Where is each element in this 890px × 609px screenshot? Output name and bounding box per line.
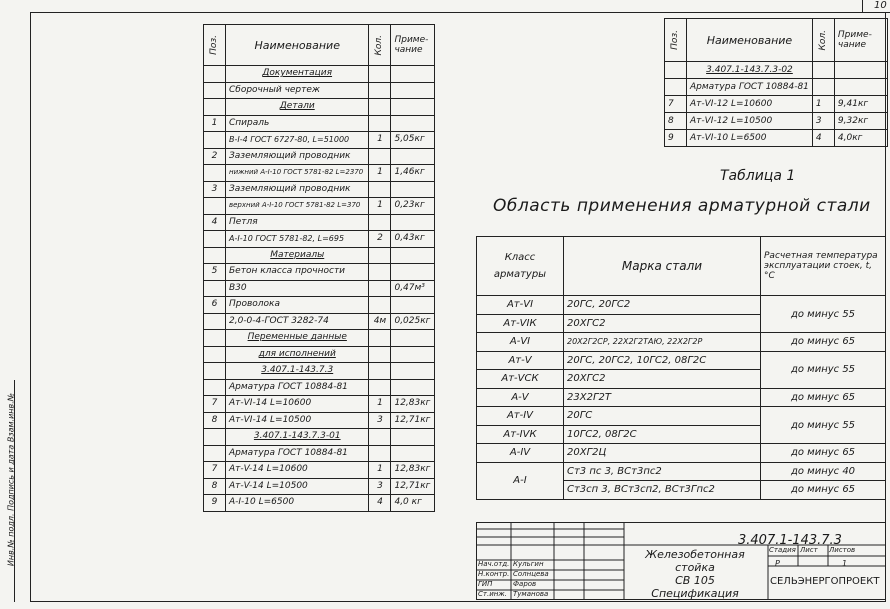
table-row (204, 363, 435, 380)
row-pos (204, 231, 226, 248)
row-note: 1,46кг (391, 165, 435, 182)
table-row (477, 296, 886, 315)
row-note (834, 62, 887, 79)
row-note (391, 346, 435, 363)
row-steel: 20ХГС2 (564, 314, 761, 333)
row-note (391, 247, 435, 264)
row-pos (204, 82, 226, 99)
row-qty: 1 (812, 96, 834, 113)
table-row (204, 297, 435, 314)
row-pos (204, 198, 226, 215)
organization-name: СЕЛЬЭНЕРГОПРОЕКТ (770, 576, 880, 587)
header-pos (665, 19, 687, 62)
signer-role: Н.контр. (478, 570, 510, 578)
header-pos-text: Поз. (670, 30, 680, 50)
signer-role: Нач.отд. (478, 560, 510, 568)
row-pos (204, 445, 226, 462)
row-pos: 7 (665, 96, 687, 113)
row-note: 12,83кг (391, 462, 435, 479)
header-class: Класс арматуры (477, 237, 564, 296)
row-qty (369, 264, 391, 281)
table-title: Область применения арматурной стали (493, 196, 871, 216)
row-steel: 20ХГ2Ц (564, 444, 761, 463)
steel-application-table (476, 236, 886, 500)
row-qty (369, 181, 391, 198)
table-row (665, 130, 888, 147)
row-class: А-V (477, 388, 564, 407)
row-name: Заземляющий проводник (226, 148, 369, 165)
row-note: 4,0 кг (391, 495, 435, 512)
header-steel: Марка стали (564, 237, 761, 296)
section-title: 3.407.1-143.7.3 (226, 363, 369, 380)
sheets-label: Листов (829, 546, 856, 554)
header-name: Наименование (226, 25, 369, 66)
table-row (204, 198, 435, 215)
row-name: 2,0-0-4-ГОСТ 3282-74 (226, 313, 369, 330)
section-title: 3.407.1-143.7.3-02 (687, 62, 813, 79)
table-row (204, 231, 435, 248)
row-name: Ат-VI-10 L=6500 (687, 130, 813, 147)
row-name: нижний А-I-10 ГОСТ 5781-82 L=2370 (226, 165, 369, 182)
table-row (204, 115, 435, 132)
row-qty: 4 (369, 495, 391, 512)
row-note (391, 445, 435, 462)
table-row (204, 148, 435, 165)
row-qty: 3 (369, 412, 391, 429)
row-name: Арматура ГОСТ 10884-81 (687, 79, 813, 96)
table-row (204, 379, 435, 396)
row-qty (369, 346, 391, 363)
stage-label: Стадия (769, 546, 796, 554)
document-name-line1: Железобетонная стойка (645, 548, 745, 574)
row-pos: 8 (204, 412, 226, 429)
variant-02-table (664, 18, 888, 147)
table-row (204, 330, 435, 347)
row-qty: 4 (812, 130, 834, 147)
row-pos: 4 (204, 214, 226, 231)
row-name: В30 (226, 280, 369, 297)
row-temp: до минус 55 (761, 351, 886, 388)
row-qty: 3 (812, 113, 834, 130)
row-pos (204, 429, 226, 446)
signer-role: ГИП (478, 580, 493, 588)
table-row (204, 66, 435, 83)
row-temp: до минус 65 (761, 481, 886, 500)
table-row (204, 396, 435, 413)
row-steel: 20ХГС2 (564, 370, 761, 389)
row-qty (369, 214, 391, 231)
row-pos (204, 132, 226, 149)
document-name (625, 548, 765, 600)
row-steel: 20ГС (564, 407, 761, 426)
row-qty (812, 62, 834, 79)
row-class: А-I (477, 462, 564, 499)
row-name: верхний А-I-10 ГОСТ 5781-82 L=370 (226, 198, 369, 215)
section-title: Детали (226, 99, 369, 116)
row-name: В-I-4 ГОСТ 6727-80, L=51000 (226, 132, 369, 149)
row-class: Ат-IV (477, 407, 564, 426)
row-pos: 2 (204, 148, 226, 165)
row-temp: до минус 65 (761, 444, 886, 463)
row-pos (665, 62, 687, 79)
header-qty (369, 25, 391, 66)
row-qty: 1 (369, 396, 391, 413)
header-qty-text: Кол. (374, 34, 385, 56)
row-name: Ат-VI-14 L=10600 (226, 396, 369, 413)
row-name: Ат-VI-12 L=10500 (687, 113, 813, 130)
row-pos (204, 330, 226, 347)
table-row (477, 407, 886, 426)
row-pos (204, 346, 226, 363)
row-note: 9,41кг (834, 96, 887, 113)
row-note: 9,32кг (834, 113, 887, 130)
row-class: А-VI (477, 333, 564, 352)
row-qty (369, 247, 391, 264)
row-note (391, 82, 435, 99)
signer-name: Туманова (513, 590, 549, 598)
row-qty (369, 330, 391, 347)
row-temp: до минус 65 (761, 333, 886, 352)
table-row (477, 351, 886, 370)
row-name: Ат-V-14 L=10500 (226, 478, 369, 495)
table-row (204, 478, 435, 495)
row-pos (665, 79, 687, 96)
row-note (391, 379, 435, 396)
sheets-value: 1 (842, 559, 848, 568)
row-steel: 20ГС, 20ГС2, 10ГС2, 08Г2С (564, 351, 761, 370)
row-qty (369, 445, 391, 462)
table-label: Таблица 1 (720, 168, 796, 184)
row-pos: 6 (204, 297, 226, 314)
sheet-number: 10 (874, 0, 887, 11)
stage-value: Р (775, 559, 780, 568)
row-pos: 1 (204, 115, 226, 132)
row-qty: 1 (369, 132, 391, 149)
header-note: Приме- чание (391, 25, 435, 66)
row-qty (369, 148, 391, 165)
row-pos (204, 363, 226, 380)
row-pos (204, 165, 226, 182)
row-steel: 20Х2Г2СР, 22Х2Г2ТАЮ, 22Х2Г2Р (564, 333, 761, 352)
row-note (391, 66, 435, 83)
row-pos: 7 (204, 396, 226, 413)
row-class: Ат-IVК (477, 425, 564, 444)
row-pos: 9 (204, 495, 226, 512)
row-name: Ат-VI-12 L=10600 (687, 96, 813, 113)
table-row (477, 462, 886, 481)
signer-role: Ст.инж. (478, 590, 507, 598)
header-row (477, 237, 886, 296)
header-row (204, 25, 435, 66)
header-row (665, 19, 888, 62)
table-row (665, 96, 888, 113)
table-row (204, 462, 435, 479)
row-temp: до минус 40 (761, 462, 886, 481)
row-note (391, 99, 435, 116)
table-row (204, 82, 435, 99)
row-steel: Ст3сп 3, ВСт3сп2, ВСт3Гпс2 (564, 481, 761, 500)
row-note (391, 148, 435, 165)
row-class: Ат-VIК (477, 314, 564, 333)
row-note: 5,05кг (391, 132, 435, 149)
row-qty: 1 (369, 198, 391, 215)
sheet-label: Лист (800, 546, 818, 554)
row-name: Ат-V-14 L=10600 (226, 462, 369, 479)
row-name: Проволока (226, 297, 369, 314)
row-pos (204, 379, 226, 396)
row-name: Петля (226, 214, 369, 231)
row-class: Ат-VСК (477, 370, 564, 389)
row-qty: 1 (369, 165, 391, 182)
row-note: 0,025кг (391, 313, 435, 330)
table-row (204, 214, 435, 231)
table-row (204, 280, 435, 297)
row-class: Ат-V (477, 351, 564, 370)
row-qty (369, 429, 391, 446)
row-note (391, 363, 435, 380)
document-name-line3: Спецификация (651, 587, 739, 600)
row-qty (369, 99, 391, 116)
row-steel: Ст3 пс 3, ВСт3пс2 (564, 462, 761, 481)
row-name: А-I-10 ГОСТ 5781-82, L=695 (226, 231, 369, 248)
signer-name: Солнцева (513, 570, 549, 578)
header-name: Наименование (687, 19, 813, 62)
row-note (391, 429, 435, 446)
row-name: Заземляющий проводник (226, 181, 369, 198)
row-note (391, 214, 435, 231)
row-qty (369, 280, 391, 297)
table-row (204, 165, 435, 182)
row-pos (204, 313, 226, 330)
row-qty: 4м (369, 313, 391, 330)
row-temp: до минус 55 (761, 296, 886, 333)
row-note: 0,23кг (391, 198, 435, 215)
row-name: Спираль (226, 115, 369, 132)
row-note: 0,47м³ (391, 280, 435, 297)
table-row (204, 429, 435, 446)
table-row (477, 388, 886, 407)
row-pos (204, 247, 226, 264)
header-qty-text: Кол. (817, 29, 828, 51)
specification-table (203, 24, 435, 512)
section-title: Переменные данные (226, 330, 369, 347)
row-qty: 3 (369, 478, 391, 495)
row-pos (204, 280, 226, 297)
table-row (204, 181, 435, 198)
row-note: 12,83кг (391, 396, 435, 413)
table-row (665, 113, 888, 130)
row-class: А-IV (477, 444, 564, 463)
header-qty (812, 19, 834, 62)
row-pos (204, 99, 226, 116)
row-note (391, 330, 435, 347)
section-title: Материалы (226, 247, 369, 264)
table-row (665, 62, 888, 79)
row-note (391, 264, 435, 281)
row-qty (369, 297, 391, 314)
table-row (204, 313, 435, 330)
row-pos: 7 (204, 462, 226, 479)
row-note (391, 115, 435, 132)
row-note: 12,71кг (391, 412, 435, 429)
row-name: Арматура ГОСТ 10884-81 (226, 445, 369, 462)
row-qty: 2 (369, 231, 391, 248)
document-number: 3.407.1-143.7.3 (738, 533, 842, 548)
header-note: Приме- чание (834, 19, 887, 62)
row-qty (369, 66, 391, 83)
table-row (204, 445, 435, 462)
row-note: 4,0кг (834, 130, 887, 147)
document-name-line2: СВ 105 (675, 574, 715, 587)
row-pos (204, 66, 226, 83)
row-pos: 8 (204, 478, 226, 495)
row-temp: до минус 65 (761, 388, 886, 407)
table-row (204, 412, 435, 429)
section-title: 3.407.1-143.7.3-01 (226, 429, 369, 446)
header-temp: Расчетная температура эксплуатации стоек, t, °C (761, 237, 886, 296)
row-qty (369, 115, 391, 132)
header-pos-text: Поз. (209, 35, 219, 55)
row-note: 12,71кг (391, 478, 435, 495)
section-title: для исполнений (226, 346, 369, 363)
row-name: А-I-10 L=6500 (226, 495, 369, 512)
table-row (204, 132, 435, 149)
row-qty (369, 82, 391, 99)
signer-name: Кульгин (513, 560, 544, 568)
row-note (834, 79, 887, 96)
row-qty: 1 (369, 462, 391, 479)
row-class: Ат-VI (477, 296, 564, 315)
row-steel: 10ГС2, 08Г2С (564, 425, 761, 444)
row-qty (369, 379, 391, 396)
row-pos: 8 (665, 113, 687, 130)
row-qty (369, 363, 391, 380)
row-name: Сборочный чертеж (226, 82, 369, 99)
table-row (665, 79, 888, 96)
table-row (204, 264, 435, 281)
row-note (391, 181, 435, 198)
table-row (477, 333, 886, 352)
row-note (391, 297, 435, 314)
table-row (204, 495, 435, 512)
table-row (204, 346, 435, 363)
header-pos (204, 25, 226, 66)
signer-name: Фаров (513, 580, 537, 588)
row-pos: 9 (665, 130, 687, 147)
table-row (204, 99, 435, 116)
binding-strip-text: Инв.№ подл. Подпись и дата Взам.инв.№ (6, 392, 16, 567)
row-qty (812, 79, 834, 96)
row-pos: 3 (204, 181, 226, 198)
row-note: 0,43кг (391, 231, 435, 248)
row-steel: 23Х2Г2Т (564, 388, 761, 407)
table-row (204, 247, 435, 264)
table-row (477, 444, 886, 463)
row-pos: 5 (204, 264, 226, 281)
row-name: Бетон класса прочности (226, 264, 369, 281)
row-name: Арматура ГОСТ 10884-81 (226, 379, 369, 396)
section-title: Документация (226, 66, 369, 83)
row-temp: до минус 55 (761, 407, 886, 444)
row-steel: 20ГС, 20ГС2 (564, 296, 761, 315)
row-name: Ат-VI-14 L=10500 (226, 412, 369, 429)
